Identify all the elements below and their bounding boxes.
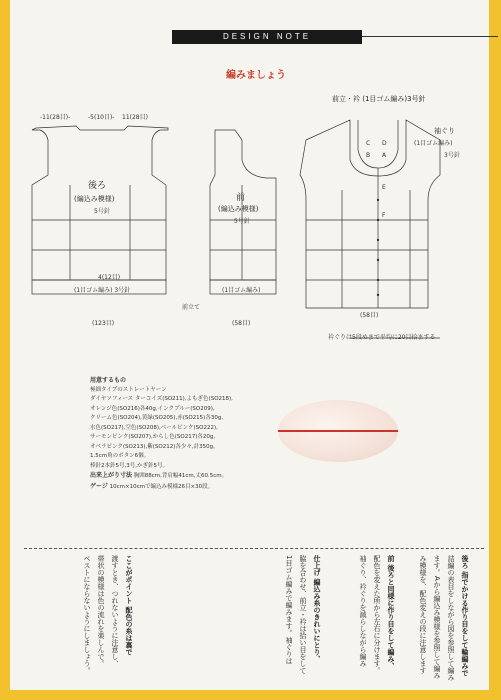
- diagram-svg: [10, 80, 489, 350]
- armhole-label: 袖ぐり: [434, 127, 455, 135]
- page-sheet: [10, 0, 489, 690]
- armhole-sub: (1目ゴム編み): [414, 140, 453, 147]
- back-top-width: -11(28目)-: [40, 114, 71, 121]
- note-col-1: 後ろ 指でかける作り目をして輪編みで: [461, 555, 469, 677]
- back-pattern: (編込み模様): [74, 195, 115, 203]
- yarn-strand: [278, 430, 398, 432]
- gauge-value: 10cm×10cmで編込み模様26目×30段。: [109, 483, 214, 490]
- note-col-3: ます。Aから編込み模様を参照して編み: [433, 555, 441, 679]
- back-hem-side: 4(12目): [98, 274, 121, 281]
- material-line-5: 水色(SO217),空色(SO208),ベールピンク(SO222),: [90, 424, 218, 431]
- front-needle: 5号針: [234, 218, 250, 225]
- material-line-4: クリーム色(SO204),黄緑(SO205),赤(SO215)各30g,: [90, 415, 224, 421]
- material-line-9: 棒針2本針5号,3号,かぎ針5号。: [90, 462, 168, 469]
- material-line-2: ダイヤソフィース ターコイズ(SO211),よもぎ色(SO218),: [90, 396, 233, 402]
- letter-c: C: [366, 140, 371, 147]
- right-border: [489, 0, 501, 700]
- note-col-11: ここがポイント 配色の糸は裏で: [125, 555, 133, 656]
- note-col-9: 脇を合わせ、前立・衿は拾い目をして: [299, 555, 307, 674]
- design-note-header: DESIGN NOTE: [172, 30, 362, 44]
- note-col-10: 1目ゴム編みで編みます。袖ぐりは: [285, 555, 293, 665]
- note-col-4: み模様を、配色変えの段に注意します: [419, 555, 427, 674]
- collar-band: [358, 120, 398, 168]
- back-bottom-width: (123目): [92, 320, 115, 327]
- back-name: 後ろ: [88, 181, 107, 191]
- front-pattern: (編込み模様): [218, 205, 259, 213]
- collar-label: 前立・衿 (1目ゴム編み)3号針: [332, 95, 426, 103]
- note-col-5: 前 後ろと同様に作り目をして編み、: [387, 555, 395, 670]
- size-value: 胸囲88cm,背肩幅41cm,丈60.5cm。: [133, 473, 228, 479]
- back-hem-label: (1目ゴム編み) 3号針: [74, 287, 131, 294]
- armhole-needle: 3号針: [444, 152, 460, 159]
- back-needle: 5号針: [94, 208, 110, 215]
- material-line-8: 1.5cm角のボタン6個。: [90, 453, 150, 459]
- front-bottom-width: (58目): [232, 320, 251, 327]
- material-line-3: オレンジ色(SO216)各40g,インクブルー(SO209),: [90, 405, 215, 412]
- letter-e: E: [382, 184, 386, 191]
- knitting-diagram: [10, 80, 489, 350]
- letter-f: F: [382, 212, 386, 219]
- pick-note: 衿ぐりは5段めまで平均に20目拾まする: [328, 334, 436, 341]
- vest-bottom-note: (58目): [360, 312, 379, 319]
- back-neck-width: -5(10目)-: [88, 114, 115, 121]
- materials-heading: 用意するもの: [90, 377, 127, 384]
- note-col-7: 袖ぐり、衿ぐりを減らしながら編み: [359, 555, 367, 667]
- letter-a: A: [382, 152, 387, 159]
- bottom-border: [0, 690, 501, 700]
- notes-divider: [24, 548, 484, 549]
- size-label: 出来上がり寸法: [90, 472, 133, 479]
- left-border: [0, 0, 10, 700]
- materials-block: [90, 376, 290, 492]
- letter-d: D: [382, 140, 387, 147]
- header-rule: [362, 36, 498, 37]
- front-hem-label: (1目ゴム編み): [222, 287, 261, 294]
- material-line-1: 極細タイプのストレートヤーン: [90, 386, 167, 393]
- material-line-7: オペラピンク(SO213),紫(SO212)各少々,計350g。: [90, 443, 219, 450]
- section-title: 編みましょう: [226, 70, 286, 81]
- front-name: 前: [236, 193, 246, 203]
- letter-b: B: [366, 152, 371, 159]
- note-col-12: 渡すとき、つれないように注意し、: [111, 555, 119, 667]
- gauge-label: ゲージ: [90, 482, 108, 490]
- material-line-6: サーモンピンク(SO207),からし色(SO217)各20g,: [90, 434, 216, 440]
- note-col-6: 配色を変えた所から左右に分けます。: [373, 555, 381, 674]
- front-band-label: 前立て: [182, 304, 201, 311]
- note-col-2: 詰編の表目をしながら図を参照して編み: [447, 555, 455, 681]
- note-col-14: ベストにならないようにしましょう。: [83, 555, 91, 674]
- note-col-13: 帯状の模様は色の流れを楽しんで。: [97, 555, 105, 667]
- note-col-8: 仕上げ 編込み糸のきれいにとり、: [313, 555, 321, 663]
- back-shoulder: 11(28目): [122, 114, 148, 121]
